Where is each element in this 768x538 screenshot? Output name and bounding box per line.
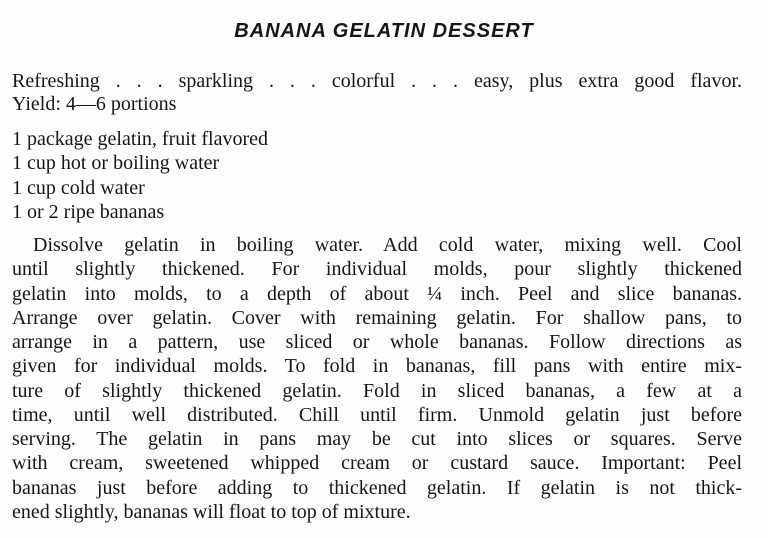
directions-line: bananas just before adding to thickened gelatin. If gelatin is not thick-: [12, 477, 742, 499]
directions-line: serving. The gelatin in pans may be cut into slices or squares. Serve: [12, 428, 742, 450]
directions-line: Arrange over gelatin. Cover with remaining gelatin. For shallow pans, to: [12, 307, 742, 329]
ingredient-item: 1 cup cold water: [12, 177, 145, 199]
directions-line: arrange in a pattern, use sliced or whole bananas. Follow directions as: [12, 331, 742, 353]
directions-line: time, until well distributed. Chill until firm. Unmold gelatin just before: [12, 404, 742, 426]
recipe-yield: Yield: 4—6 portions: [12, 93, 177, 115]
directions-line: given for individual molds. To fold in bananas, fill pans with entire mix-: [12, 355, 742, 377]
directions-line: until slightly thickened. For individual molds, pour slightly thickened: [12, 258, 742, 280]
ingredient-item: 1 or 2 ripe bananas: [12, 201, 165, 223]
directions-line: gelatin into molds, to a depth of about ¼ inch. Peel and slice bananas.: [12, 283, 742, 305]
directions-line: Dissolve gelatin in boiling water. Add cold water, mixing well. Cool: [33, 234, 742, 256]
ingredient-item: 1 cup hot or boiling water: [12, 152, 220, 174]
recipe-title: BANANA GELATIN DESSERT: [234, 20, 534, 42]
directions-line: with cream, sweetened whipped cream or custard sauce. Important: Peel: [12, 452, 742, 474]
ingredient-item: 1 package gelatin, fruit flavored: [12, 128, 268, 150]
directions-line: ened slightly, bananas will float to top of mixture.: [12, 501, 411, 523]
recipe-intro: Refreshing . . . sparkling . . . colorful . . . easy, plus extra good flavor.: [12, 70, 742, 92]
directions-line: ture of slightly thickened gelatin. Fold in sliced bananas, a few at a: [12, 380, 742, 402]
